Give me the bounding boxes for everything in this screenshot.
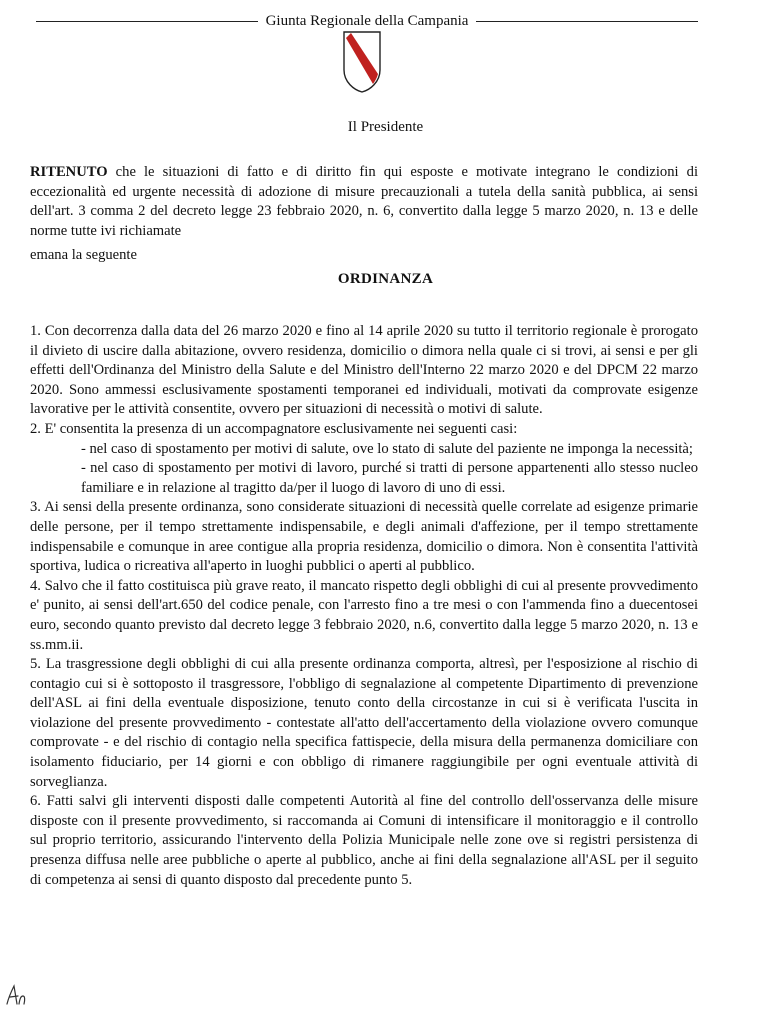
item-2: 2. E' consentita la presenza di un accompagnatore esclusivamente nei seguenti casi: <box>30 420 518 437</box>
ordinanza-body <box>30 322 698 890</box>
item-2-case-health: - nel caso di spostamento per motivi di salute, ove lo stato di salute del paziente ne imponga la necessità; <box>81 440 693 457</box>
emana-line: emana la seguente <box>30 247 137 263</box>
ordinanza-title: ORDINANZA <box>337 271 434 287</box>
header-rule-left <box>36 21 258 22</box>
ritenuto-lead: RITENUTO <box>30 164 108 180</box>
ritenuto-text: che le situazioni di fatto e di diritto fin qui esposte e motivate integrano le condizioni di eccezionalità ed urgente necessità di adozione di misure precauzionali a tutela della sanità pubblica, ai sensi dell'art. 3 comma 2 del decreto legge 23 febbraio 2020, n. 6, convertito dalla legge 5 marzo 2020, n. 13 e delle norme tutte ivi richiamate <box>30 164 698 239</box>
header-rule-right <box>476 21 698 22</box>
item-5: 5. La trasgressione degli obblighi di cui alla presente ordinanza comporta, altresì, per l'esposizione al rischio di contagio cui si è sottoposto il trasgressore, l'obbligo di segnalazione al competente Dipartimento di prevenzione dell'ASL ai fini della eventuale disposizione, tenuto conto della circostanze in cui si è verificata l'uscita in violazione del presente provvedimento - contestate all'atto dell'accertamento della violazione ovvero comunque comprovate - e del rischio di contagio nella specifica fattispecie, della misura della permanenza domiciliare con isolamento fiduciario, per 14 giorni e con obbligo di rimanere raggiungibile per ogni eventuale attività di sorveglianza. <box>30 656 698 790</box>
ritenuto-paragraph <box>30 163 698 241</box>
letterhead <box>36 10 698 32</box>
item-1: 1. Con decorrenza dalla data del 26 marzo 2020 e fino al 14 aprile 2020 su tutto il territorio regionale è prorogato il divieto di uscire dalla abitazione, ovvero residenza, domicilio o dimora nella quale ci si trovi, ai sensi e per gli effetti dell'Ordinanza del Ministro della Salute e del Ministro dell'Interno 22 marzo 2020 e del DPCM 22 marzo 2020. Sono ammessi esclusivamente spostamenti temporanei ed individuali, motivati da comprovate esigenze lavorative per le attività consentite, ovvero per situazioni di necessità o motivi di salute. <box>30 323 698 418</box>
item-3: 3. Ai sensi della presente ordinanza, sono considerate situazioni di necessità quelle correlate ad esigenze primarie delle persone, per il tempo strettamente indispensabile, e degli animali d'affezione, per il tempo strettamente indispensabile e comunque in aree contigue alla propria residenza, domicilio o dimora. Non è consentita l'attività sportiva, ludica o ricreativa all'aperto in luoghi pubblici o aperti al pubblico. <box>30 499 698 575</box>
item-4: 4. Salvo che il fatto costituisca più grave reato, il mancato rispetto degli obblighi di cui al presente provvedimento e' punito, ai sensi dell'art.650 del codice penale, con l'arresto fino a tre mesi o con l'ammenda fino a duecentosei euro, secondo quanto previsto dal decreto legge 3 febbraio 2020, n.6, convertito dalla legge 5 marzo 2020, n. 13 e ss.mm.ii. <box>30 577 698 653</box>
header-title: Giunta Regionale della Campania <box>265 12 469 29</box>
campania-coat-of-arms-icon <box>342 30 382 94</box>
president-heading: Il Presidente <box>347 119 424 135</box>
item-2-case-work: - nel caso di spostamento per motivi di lavoro, purché si tratti di persone appartenenti allo stesso nucleo familiare e in relazione al tragitto da/per il luogo di lavoro di uno di essi. <box>81 460 698 496</box>
handwritten-initials-icon <box>4 982 28 1008</box>
item-6: 6. Fatti salvi gli interventi disposti dalle competenti Autorità al fine del controllo dell'osservanza delle misure disposte con il presente provvedimento, si raccomanda ai Comuni di intensificare il monitoraggio e il controllo sul proprio territorio, assicurando l'intervento della Polizia Municipale nelle zone ove si registri persistenza di presenza diffusa nelle aree pubbliche o aperte al pubblico, anche ai fini della segnalazione all'ASL per il seguito di competenza ai sensi di quanto disposto dal precedente punto 5. <box>30 793 698 888</box>
